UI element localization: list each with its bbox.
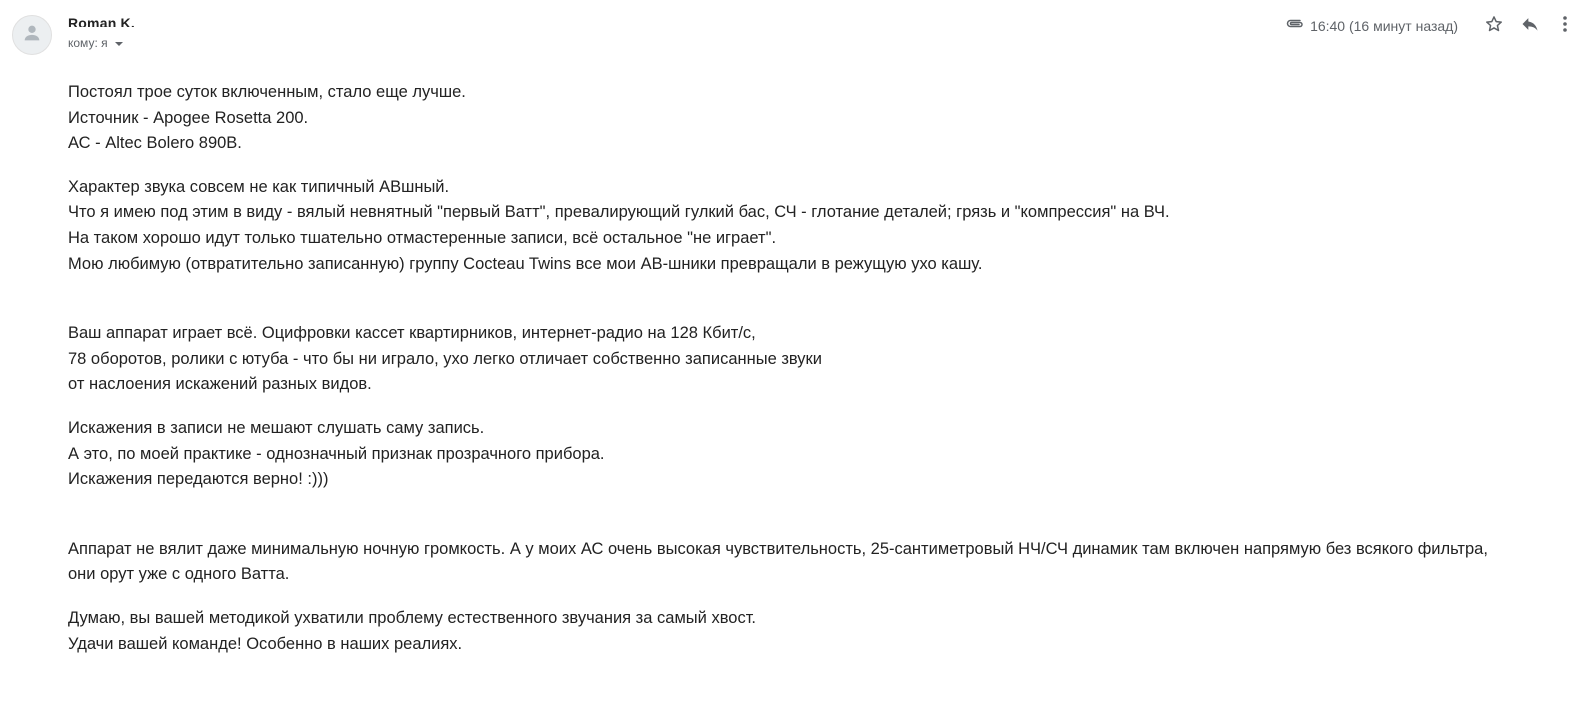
- reply-icon: [1520, 14, 1540, 39]
- chevron-down-icon: [115, 42, 123, 46]
- message-line: АС - Altec Bolero 890B.: [68, 134, 242, 153]
- more-vert-icon: [1562, 15, 1568, 38]
- message-line: Аппарат не вялит даже минимальную ночную громкость. А у моих АС очень высокая чувствительность, 25-сантиметровый НЧ/СЧ динамик там включен напрямую без всякого фильтра,: [68, 539, 1488, 558]
- message-paragraph: [68, 175, 1528, 277]
- message-paragraph: [68, 80, 1528, 157]
- message-line: Что я имею под этим в виду - вялый невнятный "первый Ватт", превалирующий гулкий бас, СЧ - глотание деталей; грязь и "компрессия" на ВЧ.: [68, 203, 1170, 222]
- message-paragraph: [68, 416, 1528, 493]
- message-line: На таком хорошо идут только тшательно отмастеренные записи, всё остальное "не играет".: [68, 228, 777, 247]
- message-body: [68, 80, 1528, 675]
- paperclip-icon: [1284, 13, 1306, 35]
- message-line: А это, по моей практике - однозначный признак прозрачного прибора.: [68, 444, 605, 463]
- reply-button[interactable]: [1512, 12, 1548, 40]
- message-line: Характер звука совсем не как типичный АВшный.: [68, 177, 450, 196]
- message-line: Думаю, вы вашей методикой ухватили проблему естественного звучания за самый хвост.: [68, 608, 757, 627]
- message-line: они орут уже с одного Ватта.: [68, 565, 290, 584]
- message-header-actions: [1284, 12, 1580, 40]
- sender-name[interactable]: Roman K.: [68, 15, 135, 27]
- message-line: Искажения передаются верно! :))): [68, 470, 329, 489]
- star-button[interactable]: [1476, 12, 1512, 40]
- message-line: Удачи вашей команде! Особенно в наших реалиях.: [68, 634, 463, 653]
- recipient-label: кому: я: [68, 36, 108, 50]
- message-line: 78 оборотов, ролики с ютуба - что бы ни играло, ухо легко отличает собственно записанные звуки: [68, 349, 822, 368]
- message-line: Искажения в записи не мешают слушать саму запись.: [68, 418, 485, 437]
- recipient-dropdown[interactable]: [68, 36, 123, 50]
- message-line: от наслоения искажений разных видов.: [68, 375, 372, 394]
- message-paragraph: [68, 321, 1528, 398]
- message-paragraph: [68, 606, 1528, 657]
- message-timestamp: 16:40 (16 минут назад): [1310, 18, 1458, 34]
- message-line: Постоял трое суток включенным, стало еще лучше.: [68, 83, 466, 101]
- message-line: Источник - Apogee Rosetta 200.: [68, 108, 309, 127]
- more-button[interactable]: [1550, 12, 1580, 40]
- person-icon: [21, 22, 43, 49]
- message-line: Мою любимую (отвратительно записанную) группу Cocteau Twins все мои АВ-шники превращали в режущую ухо кашу.: [68, 254, 983, 273]
- sender-avatar[interactable]: [12, 15, 52, 55]
- message-line: Ваш аппарат играет всё. Оцифровки кассет квартирников, интернет-радио на 128 Кбит/с,: [68, 324, 756, 343]
- star-icon: [1484, 14, 1504, 39]
- message-paragraph: [68, 537, 1528, 588]
